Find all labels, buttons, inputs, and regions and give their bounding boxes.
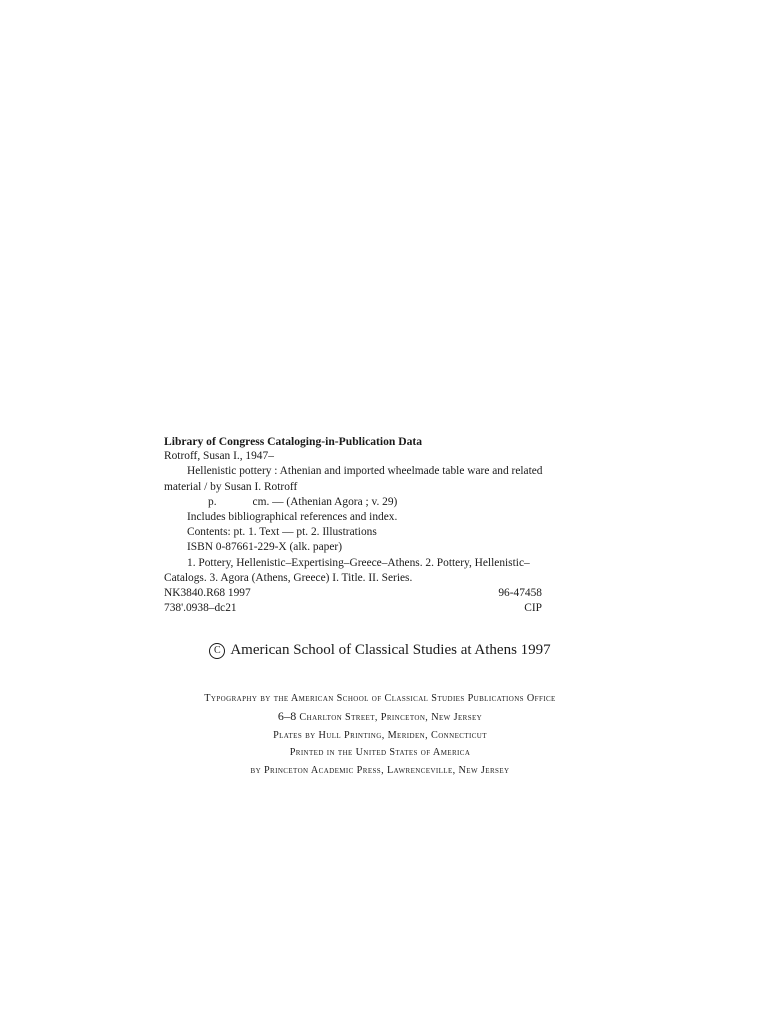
cip-subjects-line-2: Catalogs. 3. Agora (Athens, Greece) I. Title. II. Series. [164, 571, 413, 584]
cip-heading: Library of Congress Cataloging-in-Publication Data [164, 435, 423, 448]
imprint-plates: Plates by Hull Printing, Meriden, Connecticut [273, 729, 487, 741]
cip-call-number-row [164, 586, 542, 601]
cip-cm-series: cm. — (Athenian Agora ; v. 29) [252, 495, 398, 508]
cip-author: Rotroff, Susan I., 1947– [164, 450, 274, 463]
imprint-address-number: 6–8 [277, 708, 297, 723]
copyright-text: American School of Classical Studies at Athens 1997 [230, 642, 551, 658]
cip-isbn: ISBN 0-87661-229-X (alk. paper) [187, 541, 343, 554]
cip-data-block [164, 434, 542, 616]
imprint-block [0, 690, 760, 780]
cip-title-line-1: Hellenistic pottery : Athenian and imported wheelmade table ware and related [187, 465, 543, 478]
cip-dewey-row [164, 601, 542, 616]
cip-label: CIP [524, 602, 542, 615]
cip-physical-description [164, 495, 542, 510]
cip-subjects-line-1: 1. Pottery, Hellenistic–Expertising–Greece–Athens. 2. Pottery, Hellenistic– [187, 556, 530, 569]
cip-title-line-2: material / by Susan I. Rotroff [164, 480, 298, 493]
imprint-address [0, 708, 760, 727]
cip-notes: Includes bibliographical references and index. [187, 511, 398, 524]
imprint-printer: by Princeton Academic Press, Lawrenceville, New Jersey [250, 765, 510, 777]
imprint-typography: Typography by the American School of Classical Studies Publications Office [204, 693, 556, 704]
cip-call-number: NK3840.R68 1997 [164, 587, 251, 600]
cip-lccn: 96-47458 [498, 587, 542, 600]
imprint-address-street: Charlton Street, Princeton, New Jersey [296, 711, 483, 723]
cip-contents: Contents: pt. 1. Text — pt. 2. Illustrations [187, 526, 377, 539]
copyright-line [0, 640, 760, 660]
cip-dewey: 738'.0938–dc21 [164, 602, 237, 615]
copyright-icon: C [209, 643, 225, 659]
imprint-printed-in: Printed in the United States of America [289, 747, 471, 759]
cip-p-label: p. [208, 495, 217, 508]
